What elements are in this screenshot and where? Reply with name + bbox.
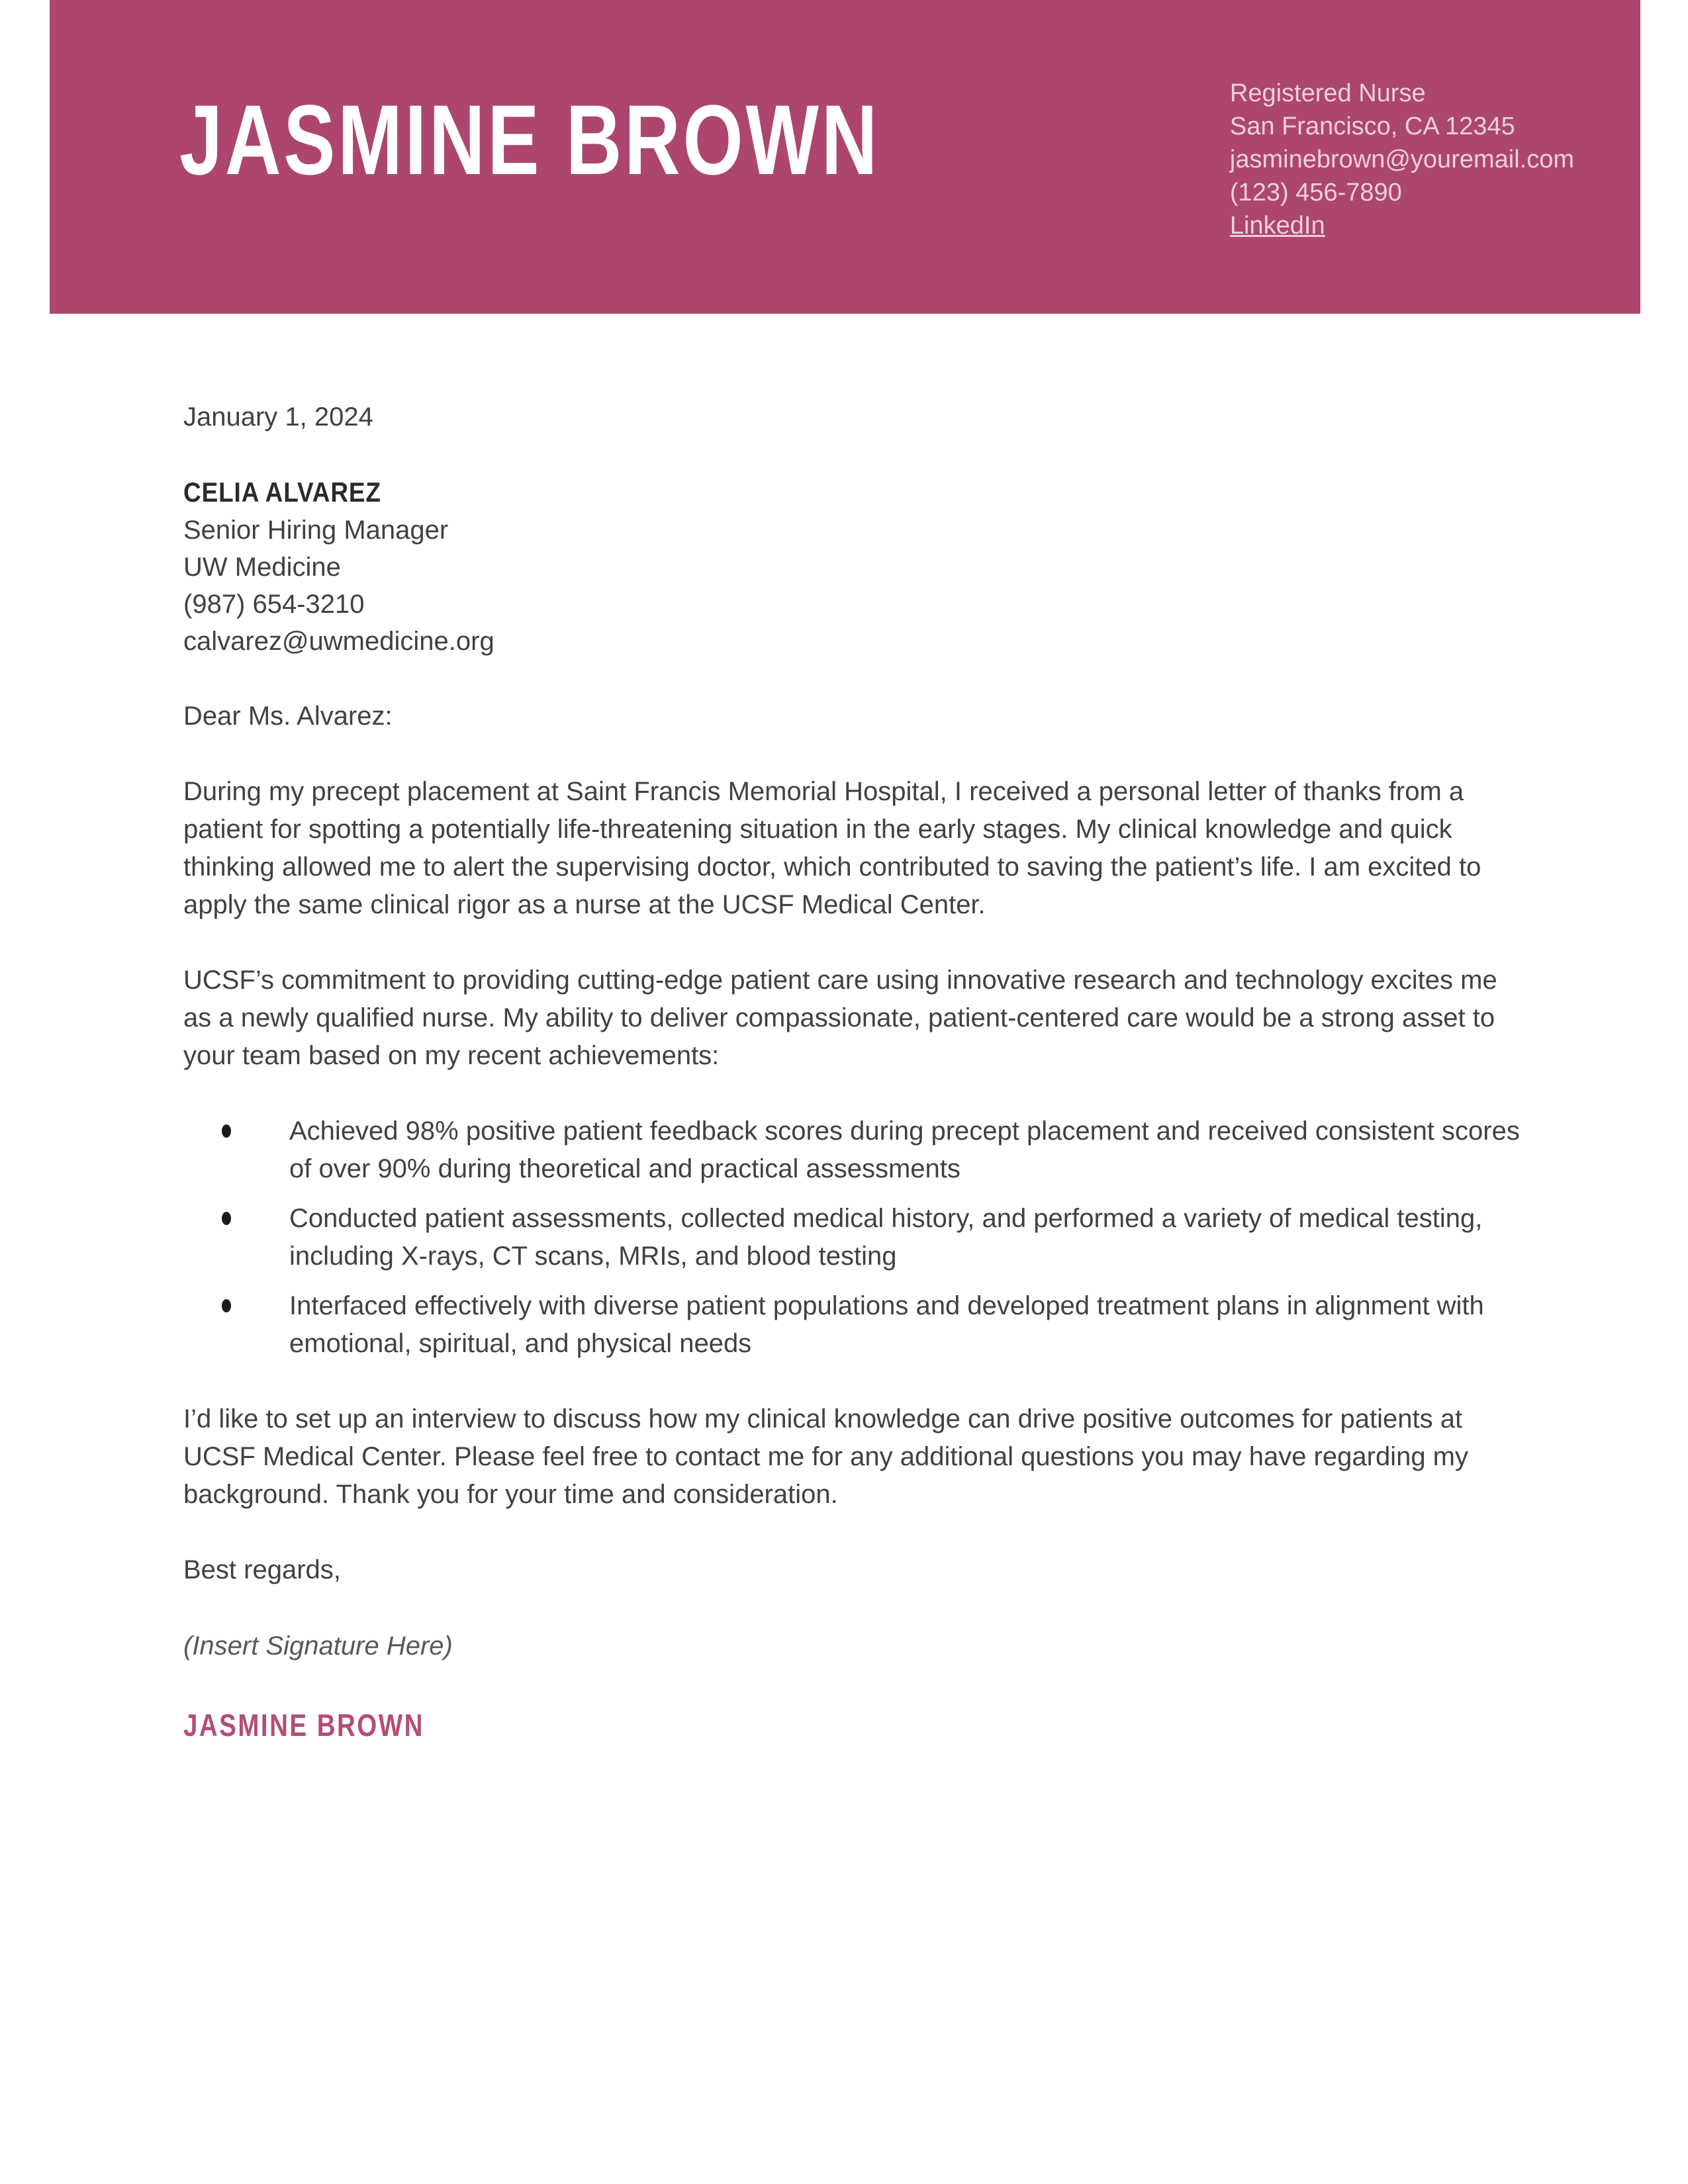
bullet-icon <box>222 1299 231 1312</box>
letter-date: January 1, 2024 <box>183 402 373 432</box>
linkedin-link[interactable]: LinkedIn <box>1229 212 1325 240</box>
recipient-title: Senior Hiring Manager <box>183 516 449 545</box>
recipient-phone: (987) 654-3210 <box>183 590 365 619</box>
contact-email: jasminebrown@youremail.com <box>1229 146 1574 173</box>
list-item <box>183 1287 1529 1363</box>
bullet-icon <box>222 1124 231 1138</box>
signoff: Best regards, <box>183 1555 341 1584</box>
contact-phone: (123) 456-7890 <box>1229 179 1402 206</box>
recipient-company: UW Medicine <box>183 553 341 582</box>
header-banner <box>50 0 1640 314</box>
letter-body <box>183 398 1529 1747</box>
signature-placeholder: (Insert Signature Here) <box>183 1631 453 1661</box>
salutation: Dear Ms. Alvarez: <box>183 702 393 731</box>
bullet-text: Interfaced effectively with diverse patient populations and developed treatment plans in alignment with emotional, spiritual, and physical needs <box>289 1291 1484 1358</box>
paragraph-2: UCSF’s commitment to providing cutting-edge patient care using innovative research and technology excites me as a newly qualified nurse. My ability to deliver compassionate, patient-centered care would be a strong asset to your team based on my recent achievements: <box>183 966 1497 1070</box>
bullet-text: Conducted patient assessments, collected medical history, and performed a variety of medical testing, including X-rays, CT scans, MRIs, and blood testing <box>289 1204 1483 1271</box>
list-item <box>183 1113 1529 1188</box>
bullet-icon <box>222 1212 231 1225</box>
contact-location: San Francisco, CA 12345 <box>1229 113 1515 140</box>
list-item <box>183 1200 1529 1275</box>
paragraph-1: During my precept placement at Saint Francis Memorial Hospital, I received a personal letter of thanks from a patient for spotting a potentially life-threatening situation in the early stages. My clinical knowledge and quick thinking allowed me to alert the supervising doctor, which contributed to saving the patient’s life. I am excited to apply the same clinical rigor as a nurse at the UCSF Medical Center. <box>183 777 1481 919</box>
recipient-name: CELIA ALVAREZ <box>183 477 381 508</box>
header-contact-block <box>1230 77 1574 242</box>
achievement-list <box>183 1113 1529 1363</box>
contact-job-title: Registered Nurse <box>1229 79 1426 107</box>
recipient-block <box>183 474 1529 660</box>
recipient-email: calvarez@uwmedicine.org <box>183 627 494 656</box>
signature-name: JASMINE BROWN <box>183 1707 424 1743</box>
header-name: JASMINE BROWN <box>179 83 880 195</box>
bullet-text: Achieved 98% positive patient feedback scores during precept placement and received consistent scores of over 90% during theoretical and practical assessments <box>289 1116 1520 1183</box>
closing-paragraph: I’d like to set up an interview to discuss how my clinical knowledge can drive positive outcomes for patients at UCSF Medical Center. Please feel free to contact me for any additional questions you may have regarding my background. Thank you for your time and consideration. <box>183 1404 1468 1509</box>
